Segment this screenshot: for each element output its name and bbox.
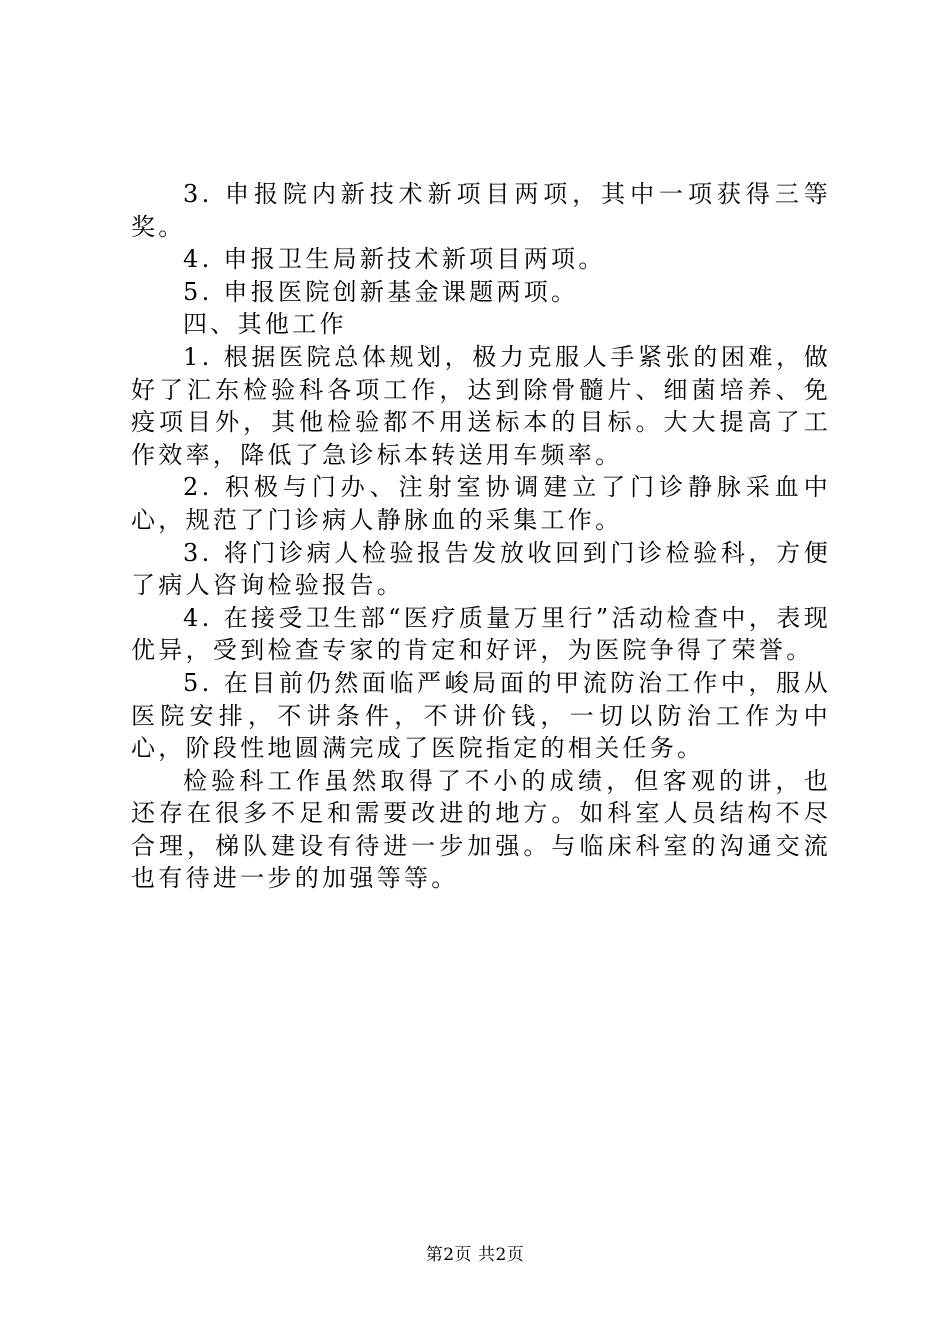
page-footer: 第2页 共2页: [425, 1245, 525, 1265]
document-body: [131, 178, 831, 895]
paragraph-summary: 检验科工作虽然取得了不小的成绩，但客观的讲，也还存在很多不足和需要改进的地方。如科室人员结构不尽合理，梯队建设有待进一步加强。与临床科室的沟通交流也有待进一步的加强等等。: [131, 766, 831, 893]
paragraph-item-5: 5. 申报医院创新基金课题两项。: [183, 277, 579, 306]
paragraph-other-work-3: 3. 将门诊病人检验报告发放收回到门诊检验科，方便了病人咨询检验报告。: [131, 538, 831, 600]
paragraph-other-work-5: 5. 在目前仍然面临严峻局面的甲流防治工作中，服从医院安排，不讲条件，不讲价钱，一切以防治工作为中心，阶段性地圆满完成了医院指定的相关任务。: [131, 668, 831, 763]
paragraph-other-work-4: 4. 在接受卫生部“医疗质量万里行”活动检查中，表现优异，受到检查专家的肯定和好评，为医院争得了荣誉。: [131, 603, 831, 665]
section-heading-other-work: 四、其他工作: [183, 310, 347, 339]
paragraph-item-3: 3. 申报院内新技术新项目两项，其中一项获得三等奖。: [131, 180, 831, 241]
paragraph-other-work-2: 2. 积极与门办、注射室协调建立了门诊静脉采血中心，规范了门诊病人静脉血的采集工作。: [131, 473, 831, 534]
paragraph-other-work-1: 1. 根据医院总体规划，极力克服人手紧张的困难，做好了汇东检验科各项工作，达到除骨髓片、细菌培养、免疫项目外，其他检验都不用送标本的目标。大大提高了工作效率，降低了急诊标本转送用车频率。: [131, 342, 831, 469]
paragraph-item-4: 4. 申报卫生局新技术新项目两项。: [183, 245, 606, 274]
